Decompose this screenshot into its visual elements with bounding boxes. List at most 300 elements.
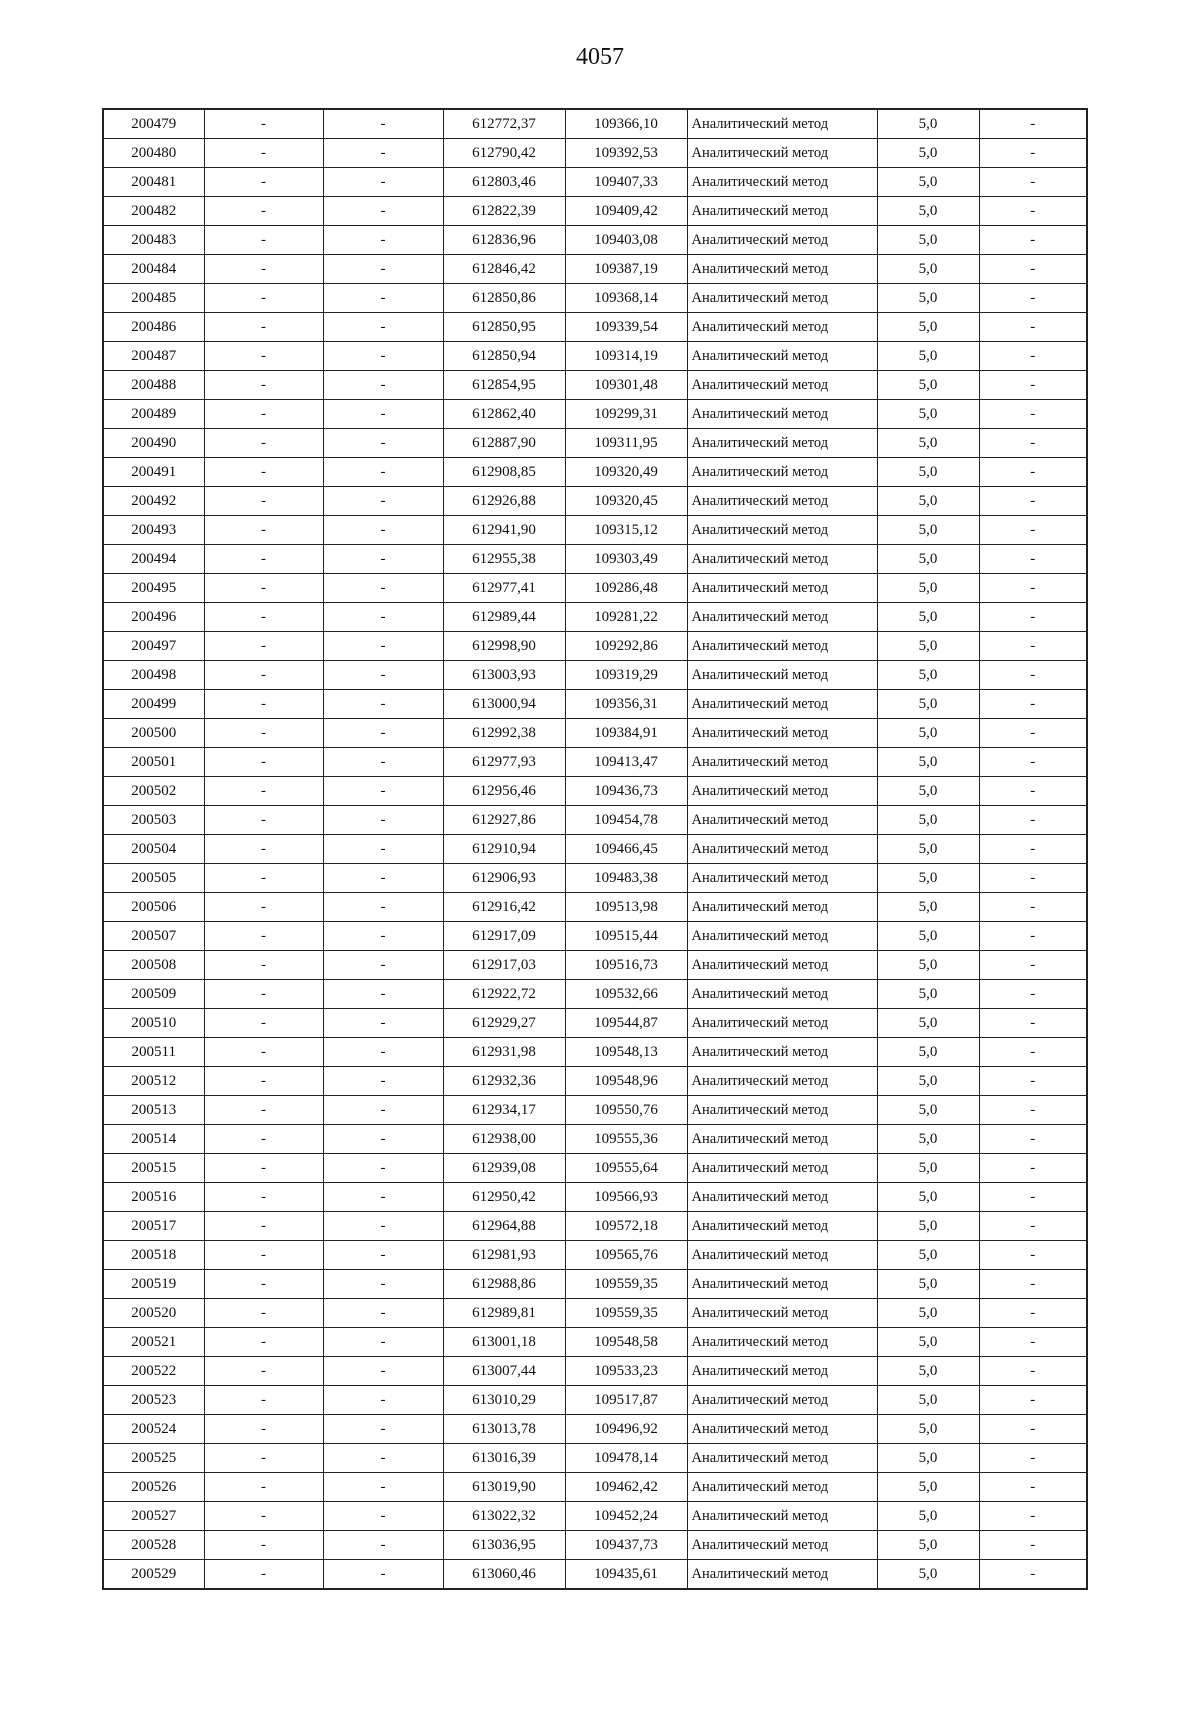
point-number-cell: 200485 <box>103 284 204 313</box>
method-cell: Аналитический метод <box>687 1444 877 1473</box>
dash-cell-a: - <box>204 342 323 371</box>
dash-cell-a: - <box>204 1328 323 1357</box>
dash-cell-a: - <box>204 1357 323 1386</box>
x-coordinate-cell: 612790,42 <box>443 139 565 168</box>
dash-cell-c: - <box>979 487 1087 516</box>
y-coordinate-cell: 109466,45 <box>565 835 687 864</box>
dash-cell-a: - <box>204 1125 323 1154</box>
dash-cell-a: - <box>204 1386 323 1415</box>
dash-cell-b: - <box>323 342 443 371</box>
dash-cell-a: - <box>204 690 323 719</box>
point-number-cell: 200517 <box>103 1212 204 1241</box>
dash-cell-b: - <box>323 1531 443 1560</box>
dash-cell-c: - <box>979 1125 1087 1154</box>
accuracy-cell: 5,0 <box>877 893 979 922</box>
accuracy-cell: 5,0 <box>877 1473 979 1502</box>
x-coordinate-cell: 612854,95 <box>443 371 565 400</box>
table-row <box>103 864 1087 893</box>
dash-cell-a: - <box>204 226 323 255</box>
dash-cell-c: - <box>979 1241 1087 1270</box>
table-row <box>103 1154 1087 1183</box>
method-cell: Аналитический метод <box>687 400 877 429</box>
table-row <box>103 603 1087 632</box>
method-cell: Аналитический метод <box>687 603 877 632</box>
dash-cell-c: - <box>979 255 1087 284</box>
accuracy-cell: 5,0 <box>877 1531 979 1560</box>
table-row <box>103 429 1087 458</box>
dash-cell-b: - <box>323 1183 443 1212</box>
dash-cell-a: - <box>204 806 323 835</box>
dash-cell-a: - <box>204 1415 323 1444</box>
x-coordinate-cell: 612992,38 <box>443 719 565 748</box>
x-coordinate-cell: 613019,90 <box>443 1473 565 1502</box>
dash-cell-b: - <box>323 777 443 806</box>
table-row <box>103 980 1087 1009</box>
x-coordinate-cell: 612989,81 <box>443 1299 565 1328</box>
table-row <box>103 284 1087 313</box>
accuracy-cell: 5,0 <box>877 1183 979 1212</box>
point-number-cell: 200487 <box>103 342 204 371</box>
dash-cell-b: - <box>323 516 443 545</box>
point-number-cell: 200508 <box>103 951 204 980</box>
dash-cell-c: - <box>979 139 1087 168</box>
x-coordinate-cell: 613010,29 <box>443 1386 565 1415</box>
accuracy-cell: 5,0 <box>877 371 979 400</box>
method-cell: Аналитический метод <box>687 777 877 806</box>
method-cell: Аналитический метод <box>687 1473 877 1502</box>
point-number-cell: 200504 <box>103 835 204 864</box>
method-cell: Аналитический метод <box>687 1357 877 1386</box>
y-coordinate-cell: 109286,48 <box>565 574 687 603</box>
y-coordinate-cell: 109366,10 <box>565 109 687 139</box>
table-row <box>103 835 1087 864</box>
x-coordinate-cell: 613003,93 <box>443 661 565 690</box>
method-cell: Аналитический метод <box>687 1560 877 1590</box>
dash-cell-c: - <box>979 1067 1087 1096</box>
dash-cell-a: - <box>204 400 323 429</box>
point-number-cell: 200527 <box>103 1502 204 1531</box>
method-cell: Аналитический метод <box>687 1328 877 1357</box>
dash-cell-b: - <box>323 168 443 197</box>
table-row <box>103 400 1087 429</box>
dash-cell-b: - <box>323 400 443 429</box>
method-cell: Аналитический метод <box>687 168 877 197</box>
x-coordinate-cell: 613060,46 <box>443 1560 565 1590</box>
x-coordinate-cell: 612846,42 <box>443 255 565 284</box>
point-number-cell: 200503 <box>103 806 204 835</box>
table-row <box>103 255 1087 284</box>
x-coordinate-cell: 612934,17 <box>443 1096 565 1125</box>
accuracy-cell: 5,0 <box>877 516 979 545</box>
accuracy-cell: 5,0 <box>877 661 979 690</box>
method-cell: Аналитический метод <box>687 1009 877 1038</box>
dash-cell-c: - <box>979 603 1087 632</box>
point-number-cell: 200502 <box>103 777 204 806</box>
x-coordinate-cell: 612862,40 <box>443 400 565 429</box>
method-cell: Аналитический метод <box>687 545 877 574</box>
dash-cell-c: - <box>979 545 1087 574</box>
dash-cell-b: - <box>323 255 443 284</box>
x-coordinate-cell: 613036,95 <box>443 1531 565 1560</box>
dash-cell-c: - <box>979 1531 1087 1560</box>
table-row <box>103 1502 1087 1531</box>
dash-cell-c: - <box>979 197 1087 226</box>
y-coordinate-cell: 109437,73 <box>565 1531 687 1560</box>
dash-cell-c: - <box>979 777 1087 806</box>
dash-cell-b: - <box>323 1270 443 1299</box>
dash-cell-a: - <box>204 1183 323 1212</box>
page-number: 4057 <box>576 44 624 70</box>
accuracy-cell: 5,0 <box>877 168 979 197</box>
x-coordinate-cell: 612836,96 <box>443 226 565 255</box>
table-row <box>103 1038 1087 1067</box>
dash-cell-a: - <box>204 1531 323 1560</box>
dash-cell-c: - <box>979 661 1087 690</box>
accuracy-cell: 5,0 <box>877 545 979 574</box>
method-cell: Аналитический метод <box>687 1212 877 1241</box>
table-row <box>103 1241 1087 1270</box>
y-coordinate-cell: 109356,31 <box>565 690 687 719</box>
dash-cell-a: - <box>204 1241 323 1270</box>
point-number-cell: 200519 <box>103 1270 204 1299</box>
dash-cell-b: - <box>323 1357 443 1386</box>
dash-cell-b: - <box>323 226 443 255</box>
method-cell: Аналитический метод <box>687 835 877 864</box>
x-coordinate-cell: 612998,90 <box>443 632 565 661</box>
dash-cell-c: - <box>979 1183 1087 1212</box>
accuracy-cell: 5,0 <box>877 1560 979 1590</box>
dash-cell-c: - <box>979 516 1087 545</box>
accuracy-cell: 5,0 <box>877 458 979 487</box>
table-row <box>103 1328 1087 1357</box>
dash-cell-a: - <box>204 893 323 922</box>
table-row <box>103 1357 1087 1386</box>
x-coordinate-cell: 612910,94 <box>443 835 565 864</box>
method-cell: Аналитический метод <box>687 1299 877 1328</box>
method-cell: Аналитический метод <box>687 893 877 922</box>
accuracy-cell: 5,0 <box>877 922 979 951</box>
y-coordinate-cell: 109496,92 <box>565 1415 687 1444</box>
point-number-cell: 200526 <box>103 1473 204 1502</box>
dash-cell-b: - <box>323 1067 443 1096</box>
dash-cell-b: - <box>323 1560 443 1590</box>
y-coordinate-cell: 109454,78 <box>565 806 687 835</box>
dash-cell-a: - <box>204 603 323 632</box>
dash-cell-c: - <box>979 1473 1087 1502</box>
dash-cell-c: - <box>979 1444 1087 1473</box>
dash-cell-c: - <box>979 893 1087 922</box>
x-coordinate-cell: 612950,42 <box>443 1183 565 1212</box>
dash-cell-c: - <box>979 458 1087 487</box>
x-coordinate-cell: 612916,42 <box>443 893 565 922</box>
table-row <box>103 922 1087 951</box>
accuracy-cell: 5,0 <box>877 719 979 748</box>
x-coordinate-cell: 612931,98 <box>443 1038 565 1067</box>
y-coordinate-cell: 109544,87 <box>565 1009 687 1038</box>
dash-cell-c: - <box>979 371 1087 400</box>
dash-cell-c: - <box>979 864 1087 893</box>
table-row <box>103 226 1087 255</box>
dash-cell-a: - <box>204 1009 323 1038</box>
x-coordinate-cell: 613007,44 <box>443 1357 565 1386</box>
dash-cell-c: - <box>979 1328 1087 1357</box>
dash-cell-c: - <box>979 342 1087 371</box>
x-coordinate-cell: 612929,27 <box>443 1009 565 1038</box>
dash-cell-a: - <box>204 109 323 139</box>
y-coordinate-cell: 109384,91 <box>565 719 687 748</box>
y-coordinate-cell: 109462,42 <box>565 1473 687 1502</box>
method-cell: Аналитический метод <box>687 226 877 255</box>
dash-cell-a: - <box>204 1473 323 1502</box>
table-row <box>103 109 1087 139</box>
y-coordinate-cell: 109548,58 <box>565 1328 687 1357</box>
method-cell: Аналитический метод <box>687 574 877 603</box>
table-row <box>103 1125 1087 1154</box>
point-number-cell: 200510 <box>103 1009 204 1038</box>
y-coordinate-cell: 109299,31 <box>565 400 687 429</box>
dash-cell-a: - <box>204 1299 323 1328</box>
point-number-cell: 200482 <box>103 197 204 226</box>
dash-cell-b: - <box>323 109 443 139</box>
dash-cell-a: - <box>204 1270 323 1299</box>
dash-cell-a: - <box>204 1560 323 1590</box>
dash-cell-b: - <box>323 893 443 922</box>
y-coordinate-cell: 109559,35 <box>565 1299 687 1328</box>
accuracy-cell: 5,0 <box>877 806 979 835</box>
table-body <box>103 109 1087 1589</box>
method-cell: Аналитический метод <box>687 1183 877 1212</box>
method-cell: Аналитический метод <box>687 1067 877 1096</box>
point-number-cell: 200480 <box>103 139 204 168</box>
dash-cell-a: - <box>204 1444 323 1473</box>
point-number-cell: 200528 <box>103 1531 204 1560</box>
table-row <box>103 574 1087 603</box>
accuracy-cell: 5,0 <box>877 487 979 516</box>
accuracy-cell: 5,0 <box>877 109 979 139</box>
point-number-cell: 200514 <box>103 1125 204 1154</box>
accuracy-cell: 5,0 <box>877 1357 979 1386</box>
y-coordinate-cell: 109516,73 <box>565 951 687 980</box>
y-coordinate-cell: 109301,48 <box>565 371 687 400</box>
dash-cell-c: - <box>979 1212 1087 1241</box>
accuracy-cell: 5,0 <box>877 429 979 458</box>
dash-cell-b: - <box>323 1386 443 1415</box>
x-coordinate-cell: 612926,88 <box>443 487 565 516</box>
point-number-cell: 200516 <box>103 1183 204 1212</box>
y-coordinate-cell: 109566,93 <box>565 1183 687 1212</box>
method-cell: Аналитический метод <box>687 284 877 313</box>
point-number-cell: 200513 <box>103 1096 204 1125</box>
method-cell: Аналитический метод <box>687 719 877 748</box>
dash-cell-a: - <box>204 1154 323 1183</box>
dash-cell-c: - <box>979 1009 1087 1038</box>
table-row <box>103 487 1087 516</box>
dash-cell-a: - <box>204 980 323 1009</box>
dash-cell-b: - <box>323 1473 443 1502</box>
table-row <box>103 1270 1087 1299</box>
point-number-cell: 200515 <box>103 1154 204 1183</box>
point-number-cell: 200512 <box>103 1067 204 1096</box>
dash-cell-a: - <box>204 516 323 545</box>
dash-cell-c: - <box>979 400 1087 429</box>
dash-cell-b: - <box>323 545 443 574</box>
dash-cell-b: - <box>323 1502 443 1531</box>
method-cell: Аналитический метод <box>687 139 877 168</box>
dash-cell-b: - <box>323 806 443 835</box>
accuracy-cell: 5,0 <box>877 1502 979 1531</box>
accuracy-cell: 5,0 <box>877 139 979 168</box>
dash-cell-b: - <box>323 603 443 632</box>
y-coordinate-cell: 109368,14 <box>565 284 687 313</box>
y-coordinate-cell: 109392,53 <box>565 139 687 168</box>
accuracy-cell: 5,0 <box>877 1154 979 1183</box>
x-coordinate-cell: 612941,90 <box>443 516 565 545</box>
dash-cell-a: - <box>204 632 323 661</box>
dash-cell-b: - <box>323 980 443 1009</box>
table-row <box>103 748 1087 777</box>
x-coordinate-cell: 613001,18 <box>443 1328 565 1357</box>
dash-cell-c: - <box>979 284 1087 313</box>
x-coordinate-cell: 612917,09 <box>443 922 565 951</box>
point-number-cell: 200496 <box>103 603 204 632</box>
dash-cell-b: - <box>323 139 443 168</box>
table-row <box>103 1096 1087 1125</box>
table-row <box>103 516 1087 545</box>
dash-cell-b: - <box>323 574 443 603</box>
dash-cell-b: - <box>323 748 443 777</box>
x-coordinate-cell: 612938,00 <box>443 1125 565 1154</box>
x-coordinate-cell: 612822,39 <box>443 197 565 226</box>
x-coordinate-cell: 612977,93 <box>443 748 565 777</box>
method-cell: Аналитический метод <box>687 1386 877 1415</box>
point-number-cell: 200488 <box>103 371 204 400</box>
dash-cell-c: - <box>979 1386 1087 1415</box>
point-number-cell: 200529 <box>103 1560 204 1590</box>
dash-cell-a: - <box>204 1502 323 1531</box>
accuracy-cell: 5,0 <box>877 748 979 777</box>
dash-cell-a: - <box>204 197 323 226</box>
method-cell: Аналитический метод <box>687 690 877 719</box>
dash-cell-c: - <box>979 835 1087 864</box>
dash-cell-b: - <box>323 487 443 516</box>
table-row <box>103 139 1087 168</box>
method-cell: Аналитический метод <box>687 429 877 458</box>
dash-cell-c: - <box>979 748 1087 777</box>
point-number-cell: 200524 <box>103 1415 204 1444</box>
x-coordinate-cell: 612908,85 <box>443 458 565 487</box>
table-row <box>103 893 1087 922</box>
method-cell: Аналитический метод <box>687 371 877 400</box>
point-number-cell: 200518 <box>103 1241 204 1270</box>
accuracy-cell: 5,0 <box>877 284 979 313</box>
method-cell: Аналитический метод <box>687 864 877 893</box>
dash-cell-c: - <box>979 1270 1087 1299</box>
x-coordinate-cell: 612989,44 <box>443 603 565 632</box>
y-coordinate-cell: 109533,23 <box>565 1357 687 1386</box>
method-cell: Аналитический метод <box>687 951 877 980</box>
table-row <box>103 661 1087 690</box>
dash-cell-c: - <box>979 1299 1087 1328</box>
table-row <box>103 197 1087 226</box>
method-cell: Аналитический метод <box>687 1125 877 1154</box>
method-cell: Аналитический метод <box>687 632 877 661</box>
point-number-cell: 200498 <box>103 661 204 690</box>
dash-cell-b: - <box>323 690 443 719</box>
dash-cell-c: - <box>979 690 1087 719</box>
x-coordinate-cell: 612850,86 <box>443 284 565 313</box>
dash-cell-b: - <box>323 1009 443 1038</box>
accuracy-cell: 5,0 <box>877 400 979 429</box>
dash-cell-a: - <box>204 255 323 284</box>
dash-cell-a: - <box>204 1038 323 1067</box>
dash-cell-b: - <box>323 429 443 458</box>
x-coordinate-cell: 613016,39 <box>443 1444 565 1473</box>
method-cell: Аналитический метод <box>687 1154 877 1183</box>
method-cell: Аналитический метод <box>687 1415 877 1444</box>
y-coordinate-cell: 109311,95 <box>565 429 687 458</box>
dash-cell-a: - <box>204 1067 323 1096</box>
point-number-cell: 200509 <box>103 980 204 1009</box>
y-coordinate-cell: 109320,49 <box>565 458 687 487</box>
point-number-cell: 200483 <box>103 226 204 255</box>
accuracy-cell: 5,0 <box>877 1415 979 1444</box>
y-coordinate-cell: 109513,98 <box>565 893 687 922</box>
method-cell: Аналитический метод <box>687 1038 877 1067</box>
accuracy-cell: 5,0 <box>877 864 979 893</box>
method-cell: Аналитический метод <box>687 1531 877 1560</box>
dash-cell-b: - <box>323 719 443 748</box>
method-cell: Аналитический метод <box>687 922 877 951</box>
dash-cell-c: - <box>979 1096 1087 1125</box>
method-cell: Аналитический метод <box>687 458 877 487</box>
point-number-cell: 200494 <box>103 545 204 574</box>
y-coordinate-cell: 109339,54 <box>565 313 687 342</box>
method-cell: Аналитический метод <box>687 661 877 690</box>
method-cell: Аналитический метод <box>687 197 877 226</box>
dash-cell-a: - <box>204 284 323 313</box>
dash-cell-b: - <box>323 1125 443 1154</box>
table-row <box>103 1531 1087 1560</box>
accuracy-cell: 5,0 <box>877 255 979 284</box>
y-coordinate-cell: 109548,96 <box>565 1067 687 1096</box>
dash-cell-c: - <box>979 951 1087 980</box>
table-row <box>103 1473 1087 1502</box>
point-number-cell: 200501 <box>103 748 204 777</box>
method-cell: Аналитический метод <box>687 1241 877 1270</box>
y-coordinate-cell: 109559,35 <box>565 1270 687 1299</box>
x-coordinate-cell: 612887,90 <box>443 429 565 458</box>
accuracy-cell: 5,0 <box>877 1096 979 1125</box>
y-coordinate-cell: 109517,87 <box>565 1386 687 1415</box>
method-cell: Аналитический метод <box>687 748 877 777</box>
dash-cell-b: - <box>323 1444 443 1473</box>
method-cell: Аналитический метод <box>687 1270 877 1299</box>
x-coordinate-cell: 612956,46 <box>443 777 565 806</box>
table-row <box>103 1386 1087 1415</box>
point-number-cell: 200525 <box>103 1444 204 1473</box>
x-coordinate-cell: 612850,94 <box>443 342 565 371</box>
accuracy-cell: 5,0 <box>877 197 979 226</box>
dash-cell-b: - <box>323 1212 443 1241</box>
y-coordinate-cell: 109515,44 <box>565 922 687 951</box>
dash-cell-a: - <box>204 748 323 777</box>
point-number-cell: 200493 <box>103 516 204 545</box>
table-row <box>103 168 1087 197</box>
dash-cell-c: - <box>979 226 1087 255</box>
dash-cell-c: - <box>979 429 1087 458</box>
y-coordinate-cell: 109315,12 <box>565 516 687 545</box>
dash-cell-a: - <box>204 661 323 690</box>
